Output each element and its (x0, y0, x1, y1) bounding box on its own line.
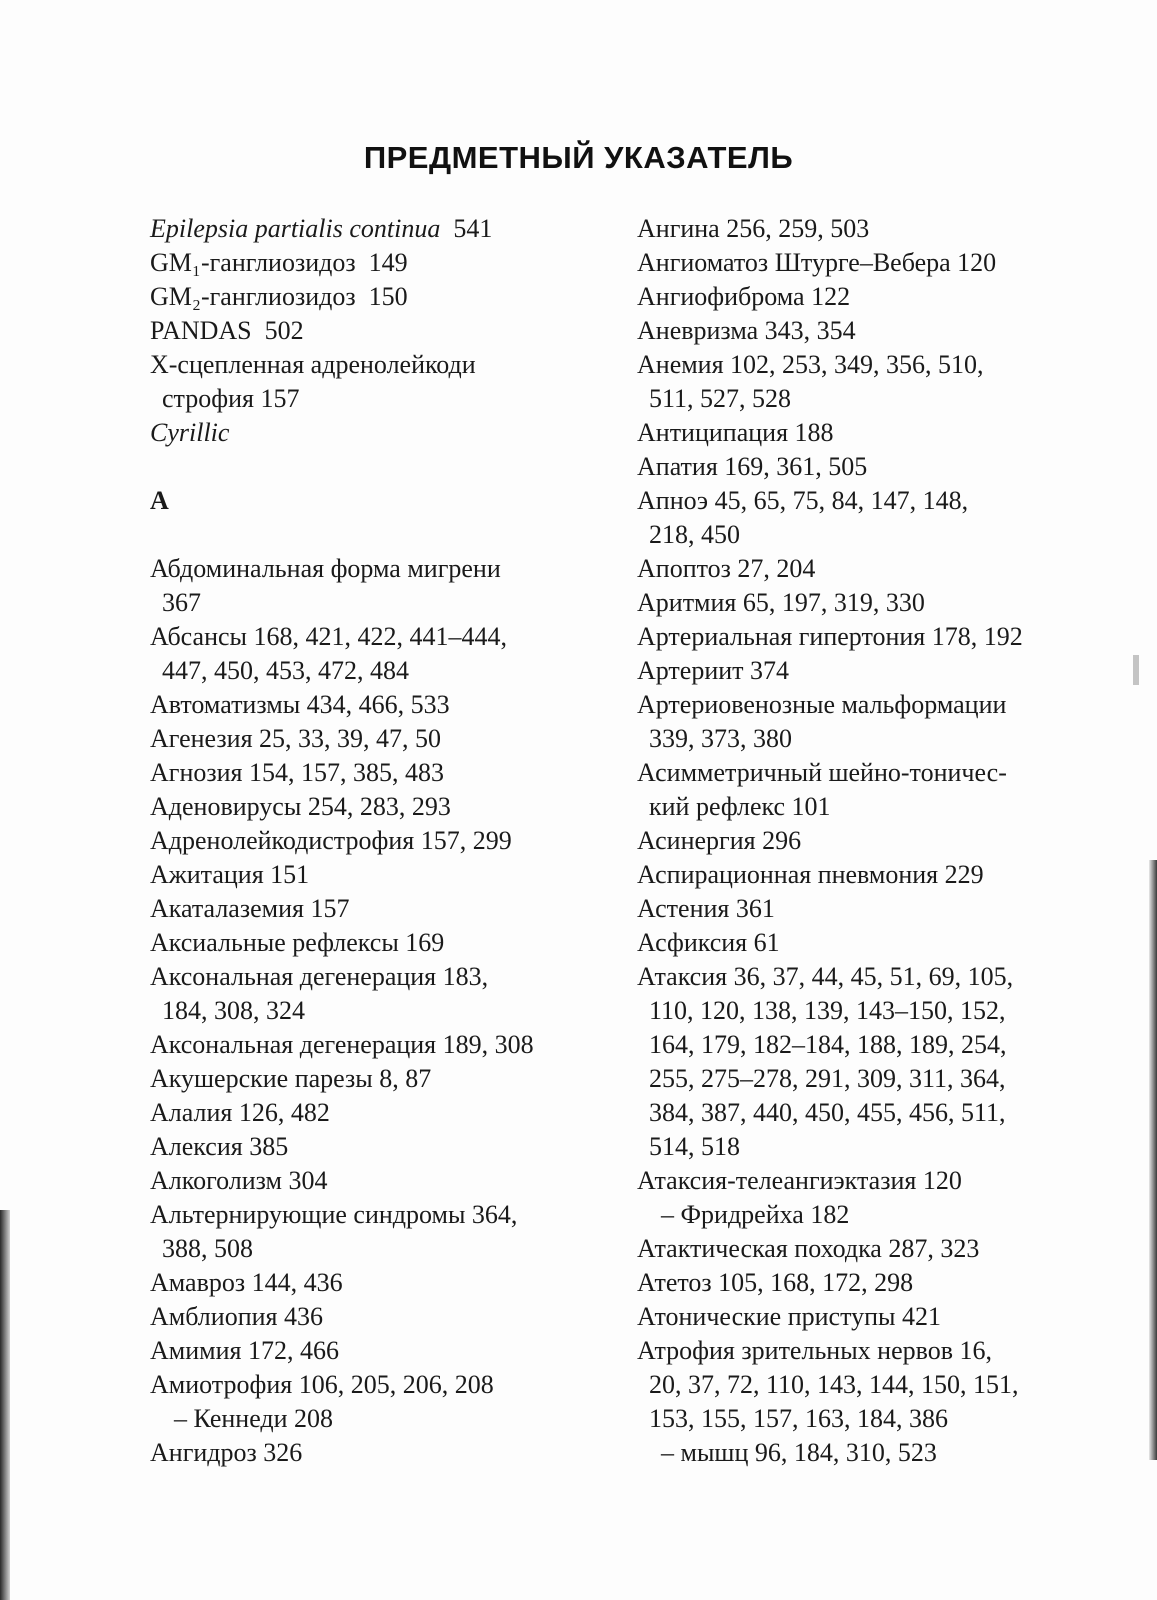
index-subentry: – Фридрейха 182 (661, 1200, 850, 1229)
index-entry-continuation: 339, 373, 380 (649, 724, 792, 753)
index-subentry: – мышц 96, 184, 310, 523 (661, 1438, 937, 1467)
index-entry: Артериит 374 (637, 656, 790, 685)
index-entry: Амавроз 144, 436 (150, 1268, 343, 1297)
index-entry-continuation: 184, 308, 324 (162, 996, 305, 1025)
index-entry-continuation: 514, 518 (649, 1132, 740, 1161)
index-entries-left (150, 552, 590, 1470)
index-subentry: – Кеннеди 208 (174, 1404, 334, 1433)
index-entry: Атаксия-телеангиэктазия 120 (637, 1166, 962, 1195)
index-entries-right (637, 212, 1084, 1470)
index-entry: Артериальная гипертония 178, 192 (637, 622, 1023, 651)
index-entry-continuation: 367 (162, 588, 201, 617)
index-entry: Апоптоз 27, 204 (637, 554, 816, 583)
scan-edge-shadow-left (0, 1210, 10, 1600)
index-term: GM₁-ганглиозидоз (150, 248, 356, 277)
index-entry-continuation: 511, 527, 528 (649, 384, 792, 413)
index-entry: Альтернирующие синдромы 364, (150, 1200, 518, 1229)
index-entry-continuation: 255, 275–278, 291, 309, 311, 364, (649, 1064, 1006, 1093)
index-entry (150, 314, 590, 348)
section-letter: А (150, 486, 169, 515)
index-entry: Абсансы 168, 421, 422, 441–444, (150, 622, 508, 651)
index-entry: Апатия 169, 361, 505 (637, 452, 868, 481)
index-entry: Атонические приступы 421 (637, 1302, 941, 1331)
index-entry: Акаталаземия 157 (150, 894, 350, 923)
index-entry-continuation: строфия 157 (162, 384, 300, 413)
index-entry: Асинергия 296 (637, 826, 802, 855)
index-column-left (150, 212, 590, 1470)
index-entry-continuation: 218, 450 (649, 520, 740, 549)
index-entry: Cyrillic (150, 418, 230, 447)
index-entry-continuation: 388, 508 (162, 1234, 253, 1263)
index-entry-continuation: 384, 387, 440, 450, 455, 456, 511, (649, 1098, 1006, 1127)
index-entry: Атрофия зрительных нервов 16, (637, 1336, 993, 1365)
spacer (150, 518, 590, 552)
index-entry: Ажитация 151 (150, 860, 310, 889)
index-entry: Аксиальные рефлексы 169 (150, 928, 445, 957)
index-entry: Аксональная дегенерация 183, (150, 962, 489, 991)
index-entry: Атактическая походка 287, 323 (637, 1234, 980, 1263)
page-title: ПРЕДМЕТНЫЙ УКАЗАТЕЛЬ (363, 140, 794, 175)
index-entry-continuation: 153, 155, 157, 163, 184, 386 (649, 1404, 948, 1433)
index-entry: Адренолейкодистрофия 157, 299 (150, 826, 512, 855)
index-entry: Амиотрофия 106, 205, 206, 208 (150, 1370, 494, 1399)
index-column-right (637, 212, 1084, 1470)
index-pages: 149 (368, 248, 408, 277)
index-entry: Аневризма 343, 354 (637, 316, 856, 345)
index-pages: 502 (264, 316, 304, 345)
index-entry: Ангиоматоз Штурге–Вебера 120 (637, 248, 997, 277)
index-entry: Астения 361 (637, 894, 775, 923)
index-entry: Алалия 126, 482 (150, 1098, 330, 1127)
index-entry: Алексия 385 (150, 1132, 289, 1161)
index-pages: 150 (368, 282, 408, 311)
index-term: GM₂-ганглиозидоз (150, 282, 356, 311)
index-entry: Ангина 256, 259, 503 (637, 214, 870, 243)
index-entry: Аритмия 65, 197, 319, 330 (637, 588, 925, 617)
index-entry: Ангидроз 326 (150, 1438, 303, 1467)
index-entry: Атаксия 36, 37, 44, 45, 51, 69, 105, (637, 962, 1014, 991)
index-entry-continuation: 20, 37, 72, 110, 143, 144, 150, 151, (649, 1370, 1019, 1399)
index-entry: Аденовирусы 254, 283, 293 (150, 792, 451, 821)
index-entry: Антиципация 188 (637, 418, 834, 447)
index-entry: Абдоминальная форма мигрени (150, 554, 501, 583)
index-entry-continuation: кий рефлекс 101 (649, 792, 831, 821)
index-entry: Анемия 102, 253, 349, 356, 510, (637, 350, 984, 379)
spacer (150, 450, 590, 484)
scan-speck (1133, 655, 1139, 685)
index-term: PANDAS (150, 316, 252, 345)
index-entry: Апноэ 45, 65, 75, 84, 147, 148, (637, 486, 969, 515)
index-entry: Ангиофиброма 122 (637, 282, 851, 311)
index-pages: 541 (453, 214, 493, 243)
index-entry: Артериовенозные мальформации (637, 690, 1007, 719)
index-entry: Акушерские парезы 8, 87 (150, 1064, 432, 1093)
index-entry: X-сцепленная адренолейкоди (150, 350, 476, 379)
index-entry: Асимметричный шейно-тоничес- (637, 758, 1007, 787)
index-entry: Аспирационная пневмония 229 (637, 860, 984, 889)
index-entry: Амблиопия 436 (150, 1302, 323, 1331)
index-entry: Алкоголизм 304 (150, 1166, 328, 1195)
index-entry (150, 280, 590, 314)
scan-edge-shadow-right (1149, 860, 1157, 1460)
index-entry-continuation: 110, 120, 138, 139, 143–150, 152, (649, 996, 1006, 1025)
index-entry (150, 246, 590, 280)
index-entry (150, 212, 590, 246)
index-entry-continuation: 447, 450, 453, 472, 484 (162, 656, 409, 685)
index-entry-continuation: 164, 179, 182–184, 188, 189, 254, (649, 1030, 1007, 1059)
index-term: Epilepsia partialis continua (150, 214, 441, 243)
index-entry: Аксональная дегенерация 189, 308 (150, 1030, 534, 1059)
index-entry: Агенезия 25, 33, 39, 47, 50 (150, 724, 442, 753)
index-entry: Атетоз 105, 168, 172, 298 (637, 1268, 914, 1297)
index-entry: Автоматизмы 434, 466, 533 (150, 690, 450, 719)
index-entry: Амимия 172, 466 (150, 1336, 339, 1365)
index-entry: Агнозия 154, 157, 385, 483 (150, 758, 444, 787)
index-entry: Асфиксия 61 (637, 928, 780, 957)
